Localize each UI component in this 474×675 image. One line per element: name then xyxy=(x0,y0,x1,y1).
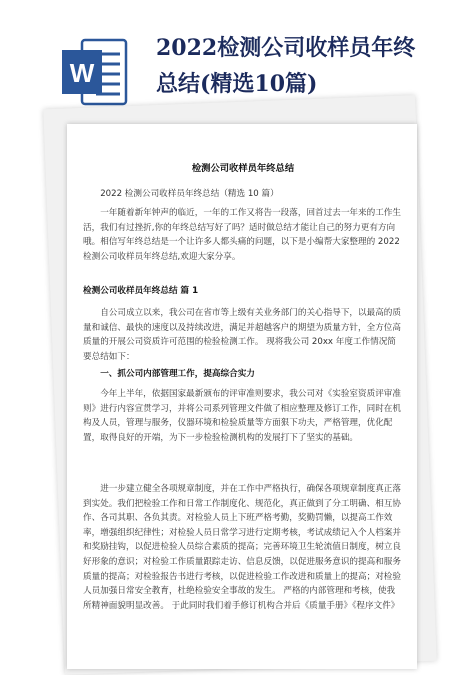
document-title: 检测公司收样员年终总结 xyxy=(191,163,295,174)
page-title xyxy=(156,30,456,102)
intro-paragraph: 一年随着新年钟声的临近，一年的工作又将告一段落，回首过去一年来的工作生活，我们有过挫折,你的年终总结写好了吗？适时做总结才能让自己的努力更有方向哦。相信写年终总结是一个让许多人都头痛的问题，以下是小编帮大家整理的 2022 检测公司收样员年终总结,欢迎大家分享。 xyxy=(83,208,401,262)
paragraph-1: 自公司成立以来，我公司在省市等上级有关业务部门的关心指导下，以最高的质量和诚信、最快的速度以及持续改进，满足并超越客户的期望为质量方针，全方位高质量的开展公司资质许可范围的检验检测工作。 现将我公司 20xx 年度工作情况简要总结如下： xyxy=(83,308,401,362)
page-title-line1: 2022检测公司收样员年终 xyxy=(156,35,416,61)
paragraph-3: 进一步建立健全各项规章制度，并在工作中严格执行，确保各项规章制度真正落到实处。我们把检验工作和日常工作制度化、规范化，真正做到了分工明确、相互协作、各司其职、各负其责。对检验人员上下班严格考勤，奖勤罚懒，以提高工作效率，增强组织纪律性；对检验人员日常学习进行定期考核，考试成绩记入个人档案并和奖励挂钩，以促进检验人员综合素质的提高；完善环境卫生轮流值日制度，树立良好形象的意识；对检验工作质量跟踪走访、信息反馈，以促进服务意识的提高和服务质量的提高；对检验报告书进行考核，以促进检验工作改进和质量上的提高；对检验人员加强日常安全教育，杜绝检验安全事故的发生。 严格的内部管理和考核，使我所精神面貌明显改善。 于此同时我们着手修订机构合并后《质量手册》《程序文件》 xyxy=(83,484,401,611)
section-heading: 检测公司收样员年终总结 篇 1 xyxy=(83,286,199,296)
document-subtitle: 2022 检测公司收样员年终总结（精选 10 篇） xyxy=(100,189,279,199)
document-page[interactable] xyxy=(67,124,417,669)
paragraph-2: 今年上半年，依据国家最新颁布的评审准则要求，我公司对《实验室资质评审准则》进行内容宣贯学习，并将公司系列管理文件做了相应整理及修订工作，同时在机构及人员，管理与服务，仪器环境和检验质量等方面狠下功夫，严格管理，优化配置，取得良好的开端，为下一步检验检测机构的发展打下了坚实的基础。 xyxy=(83,389,401,443)
subheading-1: 一、抓公司内部管理工作，提高综合实力 xyxy=(100,369,255,379)
page-title-line2: 总结(精选10篇) xyxy=(156,71,318,97)
word-icon-letter: W xyxy=(69,58,95,88)
word-icon xyxy=(60,36,130,108)
